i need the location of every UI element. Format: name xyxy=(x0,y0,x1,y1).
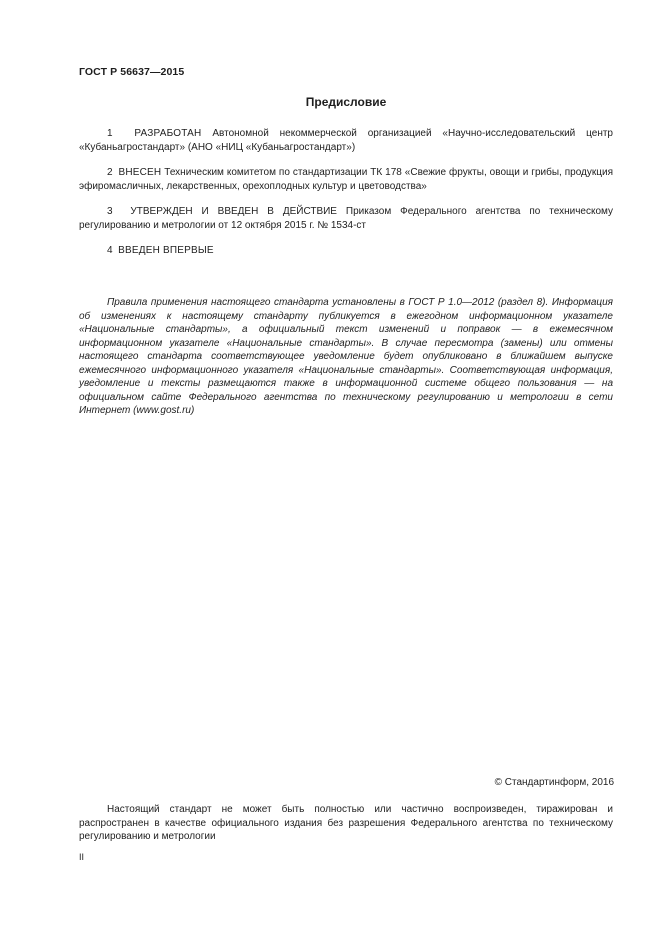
preface-item-text: Приказом Федерального агентства по техническому регулированию и метрологии от 12 октября 2015 г. № 1534-ст xyxy=(79,206,614,231)
reproduction-notice: Настоящий стандарт не может быть полностью или частично воспроизведен, тиражирован и распространен в качестве официального издания без разрешения Федерального агентства по техническому регулированию и метрологии xyxy=(79,804,613,842)
preface-item-number: 3 xyxy=(107,206,113,217)
preface-item-lead: ВВЕДЕН ВПЕРВЫЕ xyxy=(118,245,214,256)
preface-item-number: 2 xyxy=(107,167,113,178)
preface-item-number: 4 xyxy=(107,245,113,256)
preface-item-2 xyxy=(79,166,613,193)
preface-item-text: Автономной некоммерческой организацией «Научно-исследовательский центр «Кубаньагростандарт» (АНО «НИЦ «Кубаньагростандарт») xyxy=(79,128,613,153)
preface-item-lead: УТВЕРЖДЕН И ВВЕДЕН В ДЕЙСТВИЕ xyxy=(130,206,337,217)
standard-code: ГОСТ Р 56637—2015 xyxy=(79,66,185,78)
preface-item-1 xyxy=(79,127,613,154)
preface-item-lead: ВНЕСЕН xyxy=(118,167,162,178)
preface-item-text: Техническим комитетом по стандартизации ТК 178 «Свежие фрукты, овощи и грибы, продукция эфиромасличных, лекарственных, орехоплодных культур и цветоводства» xyxy=(79,167,613,192)
copyright: © Стандартинформ, 2016 xyxy=(494,777,614,788)
preface-item-4 xyxy=(79,244,613,258)
page-title: Предисловие xyxy=(305,95,387,109)
preface-item-lead: РАЗРАБОТАН xyxy=(134,128,202,139)
preface-item-3 xyxy=(79,205,613,232)
preface-item-number: 1 xyxy=(107,128,113,139)
page-number: II xyxy=(79,852,85,862)
usage-notice: Правила применения настоящего стандарта установлены в ГОСТ Р 1.0—2012 (раздел 8). Информация об изменениях к настоящему стандарту публикуется в ежегодном информационном указателе «Национальные стандарты», а официальный текст изменений и поправок — в ежемесячном информационном указателе «Национальные стандарты». В случае пересмотра (замены) или отмены настоящего стандарта соответствующее уведомление будет опубликовано в ближайшем выпуске ежемесячного информационного указателя «Национальные стандарты». Соответствующая информация, уведомление и тексты размещаются также в информационной системе общего пользования — на официальном сайте Федерального агентства по техническому регулированию и метрологии в сети Интернет (www.gost.ru) xyxy=(79,297,613,416)
